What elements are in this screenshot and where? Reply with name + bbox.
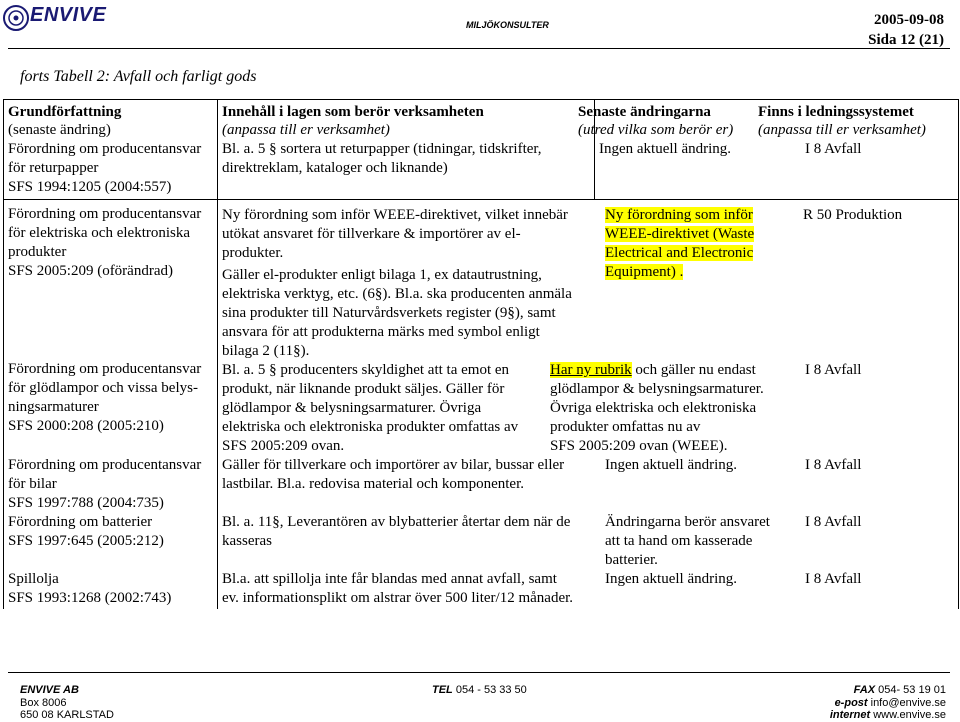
- content-line: ansvara för att produkterna märks med symbol enligt: [222, 324, 540, 340]
- col-header-content: Innehåll i lagen som berör verksamheten: [222, 104, 484, 120]
- col-header-mgmt-system: Finns i ledningssystemet: [758, 104, 914, 120]
- highlighted-change-line: Electrical and Electronic: [605, 245, 754, 261]
- highlighted-change-line: WEEE-direktivet (Waste: [605, 226, 755, 242]
- col-header-content-sub: (anpassa till er verksamhet): [222, 122, 390, 138]
- company-logo-text: ENVIVE: [30, 4, 107, 26]
- base-law-sfs: SFS 2005:209 (oförändrad): [8, 263, 173, 279]
- mgmt-system-ref: R 50 Produktion: [803, 207, 903, 223]
- table-border-left: [3, 99, 4, 609]
- latest-change-line: och gäller nu endast: [631, 362, 756, 378]
- header-tagline: MILJÖKONSULTER: [466, 20, 549, 30]
- document-date: 2005-09-08: [874, 12, 944, 28]
- table-caption: forts Tabell 2: Avfall och farligt gods: [20, 68, 257, 85]
- content-line: elektriska och elektroniska produkter omfattas av: [222, 419, 519, 435]
- mgmt-system-ref: I 8 Avfall: [805, 571, 862, 587]
- base-law-line: Förordning om producentansvar: [8, 457, 202, 473]
- content-line: Ny förordning som inför WEEE-direktivet, vilket innebär: [222, 207, 568, 223]
- footer-tel: 054 - 53 33 50: [455, 684, 527, 696]
- content-line: produkter.: [222, 245, 284, 261]
- content-line: Gäller för tillverkare och importörer av bilar, bussar eller: [222, 457, 565, 473]
- column-divider: [217, 99, 218, 609]
- base-law-line: Förordning om batterier: [8, 514, 153, 530]
- base-law-sfs: SFS 1993:1268 (2002:743): [8, 590, 172, 606]
- content-line: direktreklam, kataloger och liknande): [222, 160, 448, 176]
- base-law-line: för bilar: [8, 476, 57, 492]
- table-border-top: [3, 99, 959, 100]
- latest-change-line: glödlampor & belysningsarmaturer.: [550, 381, 764, 397]
- content-line: elektriska verktyg, etc. (6§). Bl.a. ska producenten anmäla: [222, 286, 572, 302]
- latest-change-line: Övriga elektriska och elektroniska: [550, 400, 757, 416]
- footer-city: 650 08 KARLSTAD: [20, 709, 114, 721]
- base-law-line: produkter: [8, 244, 67, 260]
- base-law-line: för glödlampor och vissa belys-: [8, 380, 198, 396]
- latest-change-line: att ta hand om kasserade: [605, 533, 753, 549]
- content-line: bilaga 2 (11§).: [222, 343, 310, 359]
- col-header-base-law-sub: (senaste ändring): [8, 122, 111, 138]
- col-header-latest-changes-sub: (utred vilka som berör er): [578, 122, 734, 138]
- footer-box: Box 8006: [20, 697, 67, 709]
- content-line: kasseras: [222, 533, 272, 549]
- footer-tel-label: TEL: [432, 684, 453, 696]
- footer-divider: [8, 672, 950, 673]
- page-number: Sida 12 (21): [868, 32, 944, 48]
- footer-fax: 054- 53 19 01: [878, 684, 946, 696]
- latest-change-line: Ändringarna berör ansvaret: [605, 514, 770, 530]
- mgmt-system-ref: I 8 Avfall: [805, 141, 862, 157]
- content-line: Bl.a. att spillolja inte får blandas med annat avfall, samt: [222, 571, 557, 587]
- content-line: Bl. a. 5 § sortera ut returpapper (tidningar, tidskrifter,: [222, 141, 542, 157]
- content-line: Bl. a. 11§, Leverantören av blybatterier återtar dem när de: [222, 514, 571, 530]
- base-law-sfs: SFS 1997:645 (2005:212): [8, 533, 164, 549]
- latest-change-line: batterier.: [605, 552, 658, 568]
- content-line: ev. informationsplikt om alstrar över 500 liter/12 månader.: [222, 590, 574, 606]
- content-line: utökat ansvaret för tillverkare & importörer av el-: [222, 226, 521, 242]
- footer-company: ENVIVE AB: [20, 684, 79, 696]
- row-divider: [3, 199, 959, 200]
- content-line: Bl. a. 5 § producenters skyldighet att ta emot en: [222, 362, 510, 378]
- mgmt-system-ref: I 8 Avfall: [805, 362, 862, 378]
- latest-change: Ingen aktuell ändring.: [605, 457, 738, 473]
- col-header-latest-changes: Senaste ändringarna: [578, 104, 711, 120]
- col-header-mgmt-system-sub: (anpassa till er verksamhet): [758, 122, 926, 138]
- footer-web-label: internet: [829, 709, 871, 721]
- footer-fax-label: FAX: [853, 684, 876, 696]
- content-line: produkt, när liknande produkt säljes. Gäller för: [222, 381, 505, 397]
- base-law-line: ningsarmaturer: [8, 399, 99, 415]
- new-heading-highlight: Har ny rubrik: [550, 362, 632, 378]
- base-law-sfs: SFS 1997:788 (2004:735): [8, 495, 164, 511]
- content-line: glödlampor & belysningsarmaturer. Övriga: [222, 400, 482, 416]
- base-law-line: Förordning om producentansvar: [8, 141, 202, 157]
- content-line: sina produkter till Naturvårdsverkets register (9§), samt: [222, 305, 556, 321]
- header-divider: [8, 48, 950, 49]
- base-law-line: Förordning om producentansvar: [8, 361, 202, 377]
- base-law-line: Förordning om producentansvar: [8, 206, 202, 222]
- content-line: lastbilar. Bl.a. redovisa material och komponenter.: [222, 476, 524, 492]
- footer-email-link[interactable]: info@envive.se: [870, 697, 946, 709]
- latest-change: Ingen aktuell ändring.: [599, 141, 732, 157]
- base-law-sfs: SFS 1994:1205 (2004:557): [8, 179, 172, 195]
- content-line: SFS 2005:209 ovan.: [222, 438, 345, 454]
- col-header-base-law: Grundförfattning: [8, 104, 122, 120]
- table-border-right: [958, 99, 959, 609]
- mgmt-system-ref: I 8 Avfall: [805, 514, 862, 530]
- footer-email-label: e-post: [834, 697, 868, 709]
- base-law-line: för elektriska och elektroniska: [8, 225, 191, 241]
- base-law-sfs: SFS 2000:208 (2005:210): [8, 418, 164, 434]
- base-law-line: för returpapper: [8, 160, 99, 176]
- latest-change-line: SFS 2005:209 ovan (WEEE).: [550, 438, 728, 454]
- content-line: Gäller el-produkter enligt bilaga 1, ex datautrustning,: [222, 267, 542, 283]
- latest-change-line: produkter omfattas nu av: [550, 419, 701, 435]
- footer-web-link[interactable]: www.envive.se: [873, 709, 946, 721]
- base-law-line: Spillolja: [8, 571, 59, 587]
- latest-change: Ingen aktuell ändring.: [605, 571, 738, 587]
- mgmt-system-ref: I 8 Avfall: [805, 457, 862, 473]
- highlighted-change-line: Ny förordning som inför: [605, 207, 753, 223]
- highlighted-change-line: Equipment) .: [605, 264, 684, 280]
